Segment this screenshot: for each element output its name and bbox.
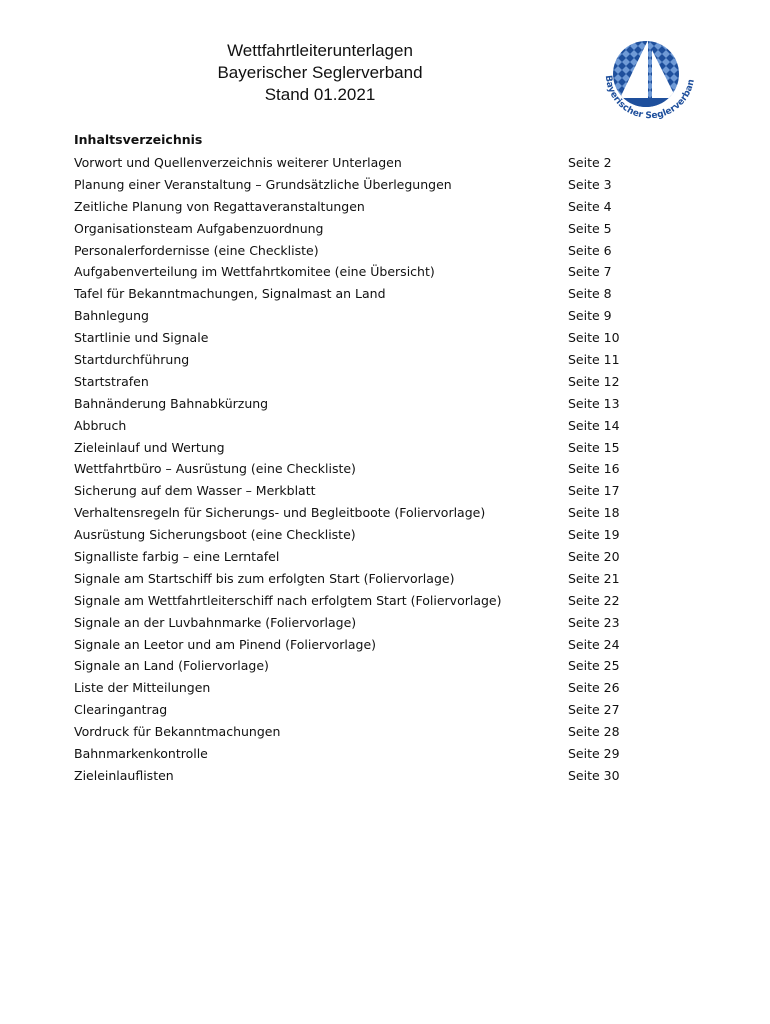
- toc-entry-page: Seite 13: [568, 395, 620, 411]
- toc-entry-page: Seite 23: [568, 614, 620, 630]
- toc-entry-page: Seite 22: [568, 592, 620, 608]
- toc-entry-title: Startstrafen: [74, 373, 149, 389]
- toc-entry-title: Personalerfordernisse (eine Checkliste): [74, 242, 319, 258]
- toc-entry-page: Seite 3: [568, 176, 612, 192]
- toc-entry-page: Seite 27: [568, 702, 620, 718]
- toc-row: [74, 765, 634, 787]
- toc-entry-title: Zieleinlauf und Wertung: [74, 439, 225, 455]
- toc-entry-title: Startdurchführung: [74, 352, 190, 368]
- toc-entry-title: Planung einer Veranstaltung – Grundsätzliche Überlegungen: [74, 176, 452, 192]
- toc-entry-page: Seite 6: [568, 242, 612, 258]
- organization-name: Bayerischer Seglerverband: [217, 63, 423, 82]
- toc-row: [74, 152, 634, 174]
- toc-entry-page: Seite 11: [568, 352, 620, 368]
- toc-row: [74, 393, 634, 415]
- toc-entry-title: Zeitliche Planung von Regattaveranstaltungen: [74, 198, 365, 214]
- toc-entry-title: Sicherung auf dem Wasser – Merkblatt: [74, 483, 316, 499]
- toc-entry-page: Seite 25: [568, 658, 620, 674]
- document-date: Stand 01.2021: [264, 85, 376, 104]
- toc-entry-title: Startlinie und Signale: [74, 330, 209, 346]
- toc-entry-title: Clearingantrag: [74, 702, 168, 718]
- toc-entry-page: Seite 18: [568, 505, 620, 521]
- toc-entry-page: Seite 19: [568, 527, 620, 543]
- logo-svg: [598, 34, 698, 134]
- toc-entry-page: Seite 28: [568, 724, 620, 740]
- toc-entry-title: Vordruck für Bekanntmachungen: [74, 724, 281, 740]
- toc-entry-title: Abbruch: [74, 417, 127, 433]
- toc-entry-page: Seite 21: [568, 570, 620, 586]
- toc-entry-page: Seite 10: [568, 330, 620, 346]
- toc-row: [74, 349, 634, 371]
- toc-entry-title: Liste der Mitteilungen: [74, 680, 211, 696]
- toc-row: [74, 502, 634, 524]
- document-header: [170, 40, 470, 106]
- logo-text: Bayerischer Seglerverban: [602, 74, 697, 122]
- toc-row: [74, 437, 634, 459]
- toc-row: [74, 218, 634, 240]
- toc-row: [74, 371, 634, 393]
- toc-row: [74, 590, 634, 612]
- toc-row: [74, 634, 634, 656]
- toc-entry-page: Seite 8: [568, 286, 612, 302]
- document-title: Wettfahrtleiterunterlagen: [227, 41, 413, 60]
- toc-row: [74, 458, 634, 480]
- toc-entry-title: Signale an Land (Foliervorlage): [74, 658, 269, 674]
- toc-entry-title: Wettfahrtbüro – Ausrüstung (eine Checkliste): [74, 461, 356, 477]
- toc-heading: Inhaltsverzeichnis: [74, 132, 203, 147]
- toc-entry-page: Seite 14: [568, 417, 620, 433]
- toc-entry-title: Organisationsteam Aufgabenzuordnung: [74, 220, 324, 236]
- toc-entry-title: Bahnlegung: [74, 308, 149, 324]
- toc-entry-page: Seite 20: [568, 549, 620, 565]
- toc-entry-page: Seite 7: [568, 264, 612, 280]
- toc-entry-title: Bahnänderung Bahnabkürzung: [74, 395, 269, 411]
- toc-entry-page: Seite 15: [568, 439, 620, 455]
- toc-entry-page: Seite 5: [568, 220, 612, 236]
- toc-entry-title: Signalliste farbig – eine Lerntafel: [74, 549, 280, 565]
- toc-entry-page: Seite 17: [568, 483, 620, 499]
- toc-entry-page: Seite 16: [568, 461, 620, 477]
- toc-row: [74, 743, 634, 765]
- toc-row: [74, 283, 634, 305]
- toc-entry-page: Seite 26: [568, 680, 620, 696]
- toc-entry-page: Seite 12: [568, 373, 620, 389]
- toc-row: [74, 612, 634, 634]
- toc-list: [74, 152, 634, 787]
- toc-row: [74, 240, 634, 262]
- toc-row: [74, 196, 634, 218]
- toc-entry-title: Bahnmarkenkontrolle: [74, 746, 208, 762]
- table-of-contents: [74, 130, 634, 787]
- toc-row: [74, 327, 634, 349]
- toc-entry-title: Signale am Wettfahrtleiterschiff nach erfolgtem Start (Foliervorlage): [74, 592, 502, 608]
- toc-entry-page: Seite 29: [568, 746, 620, 762]
- sailing-association-logo-icon: [598, 34, 698, 134]
- toc-row: [74, 524, 634, 546]
- toc-entry-title: Tafel für Bekanntmachungen, Signalmast an Land: [74, 286, 386, 302]
- toc-entry-title: Aufgabenverteilung im Wettfahrtkomitee (eine Übersicht): [74, 264, 435, 280]
- toc-entry-title: Signale an Leetor und am Pinend (Foliervorlage): [74, 636, 377, 652]
- toc-entry-page: Seite 2: [568, 155, 612, 170]
- toc-entry-title: Zieleinlauflisten: [74, 767, 174, 783]
- toc-entry-title: Vorwort und Quellenverzeichnis weiterer Unterlagen: [74, 155, 402, 170]
- toc-entry-title: Verhaltensregeln für Sicherungs- und Begleitboote (Foliervorlage): [74, 505, 486, 521]
- toc-entry-page: Seite 30: [568, 767, 620, 783]
- toc-row: [74, 677, 634, 699]
- toc-entry-title: Ausrüstung Sicherungsboot (eine Checkliste): [74, 527, 356, 543]
- toc-row: [74, 655, 634, 677]
- toc-row: [74, 721, 634, 743]
- toc-row: [74, 305, 634, 327]
- toc-entry-page: Seite 4: [568, 198, 612, 214]
- toc-row: [74, 174, 634, 196]
- toc-entry-page: Seite 24: [568, 636, 620, 652]
- toc-entry-title: Signale an der Luvbahnmarke (Foliervorlage): [74, 614, 357, 630]
- toc-row: [74, 568, 634, 590]
- toc-row: [74, 415, 634, 437]
- toc-entry-title: Signale am Startschiff bis zum erfolgten Start (Foliervorlage): [74, 570, 455, 586]
- toc-row: [74, 261, 634, 283]
- toc-row: [74, 480, 634, 502]
- toc-row: [74, 546, 634, 568]
- toc-row: [74, 699, 634, 721]
- toc-entry-page: Seite 9: [568, 308, 612, 324]
